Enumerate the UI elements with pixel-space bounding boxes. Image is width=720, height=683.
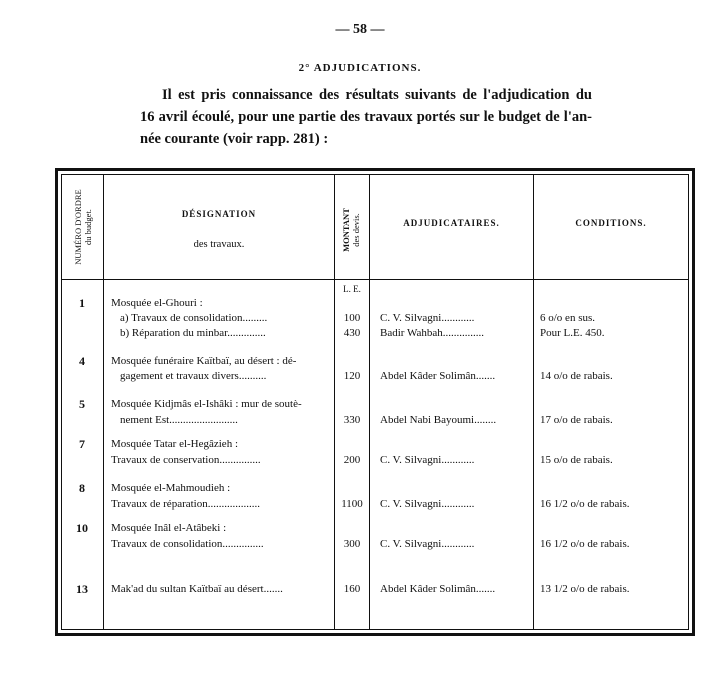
page-number: — 58 — [335, 22, 385, 37]
row-condition: 13 1/2 o/o de rabais. [540, 583, 630, 595]
header-amount: MONTANT des devis. [341, 208, 361, 252]
row-contractor: C. V. Silvagni............ [380, 498, 475, 510]
column-divider [533, 175, 534, 629]
row-amount: 120 [343, 370, 361, 382]
row-condition: Pour L.E. 450. [540, 327, 605, 339]
row-designation: Mosquée Tatar el-Hegâzieh : [111, 438, 238, 450]
row-condition: 6 o/o en sus. [540, 312, 595, 324]
row-number: 8 [79, 481, 85, 495]
row-number: 1 [79, 296, 85, 310]
row-amount: 160 [343, 583, 361, 595]
row-designation: Mosquée el-Ghouri : [111, 297, 203, 309]
row-amount: 330 [343, 414, 361, 426]
column-divider [334, 175, 335, 629]
row-condition: 15 o/o de rabais. [540, 454, 613, 466]
row-condition: 16 1/2 o/o de rabais. [540, 498, 630, 510]
row-contractor: Badir Wahbah............... [380, 327, 485, 339]
intro-paragraph [140, 84, 592, 150]
row-designation: Mosquée funéraire Kaïtbaï, au désert : dé- [111, 355, 297, 367]
header-contractors: ADJUDICATAIRES. [403, 218, 500, 228]
header-order-number: NUMÉRO D'ORDRE du budget. [73, 189, 93, 265]
header-designation-sub: des travaux. [193, 239, 245, 250]
row-designation: gagement et travaux divers.......... [120, 370, 267, 382]
intro-line: née courante (voir rapp. 281) : [140, 131, 329, 147]
row-designation: Mosquée el-Mahmoudieh : [111, 482, 231, 494]
row-amount: 430 [343, 327, 361, 339]
row-contractor: Abdel Kâder Solimân....... [380, 583, 496, 595]
row-designation: Mosquée Kidjmâs el-Ishâki : mur de soutè- [111, 398, 302, 410]
row-designation: a) Travaux de consolidation......... [120, 312, 268, 324]
row-amount: 300 [343, 538, 361, 550]
row-amount: 1100 [341, 498, 363, 510]
row-number: 13 [76, 582, 88, 596]
section-title: 2° ADJUDICATIONS. [298, 62, 422, 74]
row-contractor: C. V. Silvagni............ [380, 538, 475, 550]
row-number: 7 [79, 437, 85, 451]
intro-line: 16 avril écoulé, pour une partie des travaux portés sur le budget de l'an- [140, 109, 592, 125]
adjudications-table [55, 168, 695, 636]
table-inner-border [61, 174, 689, 630]
row-designation: Travaux de consolidation............... [111, 538, 264, 550]
header-conditions: CONDITIONS. [575, 218, 647, 228]
row-condition: 17 o/o de rabais. [540, 414, 613, 426]
currency-label: L. E. [343, 284, 361, 294]
intro-line: Il est pris connaissance des résultats suivants de l'adjudication du [162, 87, 592, 103]
header-designation: DÉSIGNATION [181, 209, 257, 219]
column-divider [369, 175, 370, 629]
row-contractor: Abdel Nabi Bayoumi........ [380, 414, 497, 426]
row-designation: b) Réparation du minbar.............. [120, 327, 266, 339]
row-contractor: Abdel Kâder Solimân....... [380, 370, 496, 382]
row-designation: Mosquée Inâl el-Atâbeki : [111, 522, 227, 534]
row-contractor: C. V. Silvagni............ [380, 454, 475, 466]
row-number: 10 [76, 521, 88, 535]
row-condition: 14 o/o de rabais. [540, 370, 613, 382]
row-designation: Travaux de conservation............... [111, 454, 261, 466]
row-contractor: C. V. Silvagni............ [380, 312, 475, 324]
row-designation: Mak'ad du sultan Kaïtbaï au désert....... [111, 583, 283, 595]
row-number: 5 [79, 397, 85, 411]
row-condition: 16 1/2 o/o de rabais. [540, 538, 630, 550]
row-designation: Travaux de réparation................... [111, 498, 260, 510]
row-amount: 200 [343, 454, 361, 466]
row-designation: nement Est......................... [120, 414, 238, 426]
header-divider [62, 279, 688, 280]
row-number: 4 [79, 354, 85, 368]
row-amount: 100 [343, 312, 361, 324]
